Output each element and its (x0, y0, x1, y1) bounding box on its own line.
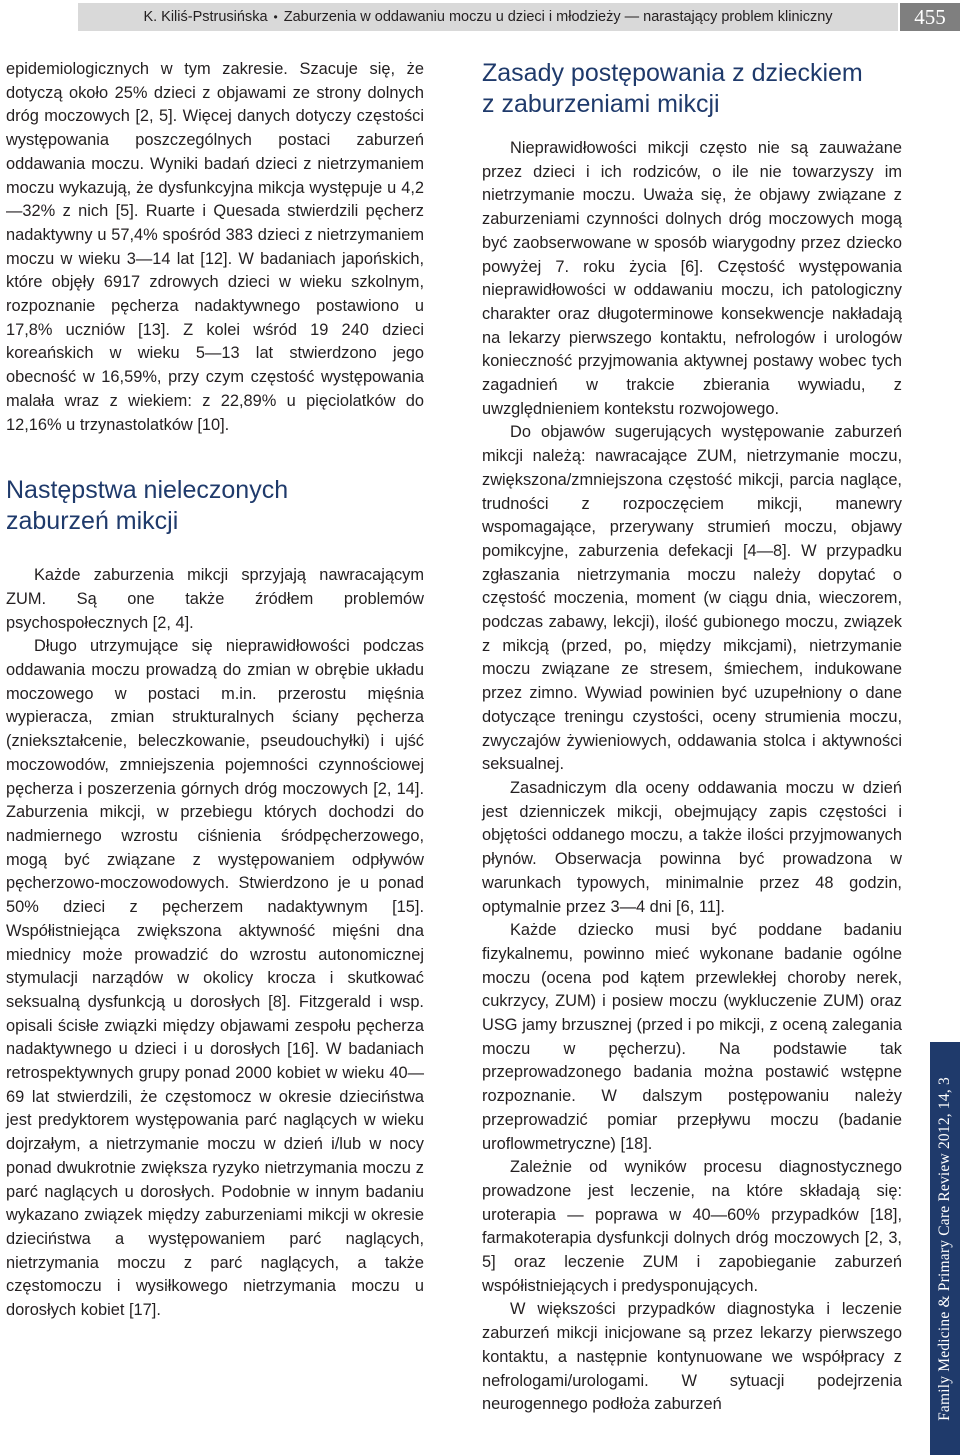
header-article-title: Zaburzenia w oddawaniu moczu u dzieci i młodzieży — narastający problem kliniczny (283, 9, 833, 25)
journal-citation: Family Medicine & Primary Care Review 2012, 14, 3 (936, 1076, 954, 1421)
heading-line-1: Zasady postępowania z dzieckiem (482, 59, 863, 87)
heading-line-2: zaburzeń mikcji (6, 507, 179, 536)
section-heading-management (482, 58, 902, 120)
left-column (6, 58, 424, 1323)
heading-line-1: Następstwa nieleczonych (6, 476, 289, 505)
journal-side-band (930, 1042, 960, 1455)
consequences-paragraph-2: Długo utrzymujące się nieprawidłowości podczas oddawania moczu prowadzą do zmian w obrębie układu moczowego w postaci m.in. przerostu mięśnia wypieracza, zmian strukturalnych ściany pęcherza (zniekształcenie, beleczkowanie, pseudouchyłki) i ujść moczowodów, zmniejszenia pojemności czynnościowej pęcherza i poszerzenia górnych dróg moczowych [2, 14]. Zaburzenia mikcji, w przebiegu których dochodzi do nadmiernego wzrostu ciśnienia śródpęcherzowego, mogą być związane z występowaniem odpływów pęcherzowo-moczowodowych. Stwierdzono je u ponad 50% dzieci z pęcherzem nadaktywnym [15]. Współistniejąca zwiększona aktywność mięśni dna miednicy może prowadzić do wzrostu autonomicznej stymulacji narządów w okolicy krocza i skutkować seksualną dysfunkcją u dorosłych [8]. Fitzgerald i wsp. opisali ścisłe związki między objawami zespołu pęcherza nadaktywnego u dzieci i u dorosłych [16]. W badaniach retrospektywnych grupy ponad 2000 kobiet w wieku 40—69 lat stwierdzili, że częstomocz w okresie dzieciństwa jest predyktorem występowania parć naglących w wieku dojrzałym, a nietrzymanie moczu w dzień i/lub w nocy ponad dwukrotnie zwiększa ryzyko nietrzymania moczu z parć naglących u dorosłych. Podobnie w innym badaniu wykazano związek między zaburzeniami mikcji w okresie dzieciństwa a występowaniem parć naglących, nietrzymania moczu z parć naglących, a także częstomoczu i wysiłkowego nietrzymania moczu u dorosłych kobiet [17]. (6, 637, 424, 1320)
intro-paragraph: epidemiologicznych w tym zakresie. Szacuje się, że dotyczą około 25% dzieci z objawami ze strony dolnych dróg moczowych [2, 5]. Więcej danych dotyczy częstości występowania poszczególnych postaci zaburzeń oddawania moczu. Wyniki badań dzieci z nietrzymaniem moczu wykazują, że dysfunkcyjna mikcja występuje u 4,2—32% z nich [5]. Ruarte i Quesada stwierdzili pęcherz nadaktywny u 57,4% spośród 383 dzieci z nietrzymaniem moczu w wieku 3—14 lat [12]. W badaniach japońskich, które objęły 6917 zdrowych dzieci w wieku szkolnym, rozpoznanie pęcherza nadaktywnego postawiono u 17,8% uczniów [13]. Z kolei wśród 19 240 dzieci koreańskich w wieku 5—13 lat stwierdzono jego obecność w 16,59%, przy czym częstość występowania malała wraz z wiekiem: z 22,89% u pięciolatków do 12,16% u trzynastolatków [10]. (6, 60, 424, 434)
management-paragraph-6: W większości przypadków diagnostyka i leczenie zaburzeń mikcji inicjowane są przez lekarzy pierwszego kontaktu, a następnie kontynuowane we współpracy z nefrologami/urologami. W sytuacji podejrzenia neurogennego podłoża zaburzeń (482, 1300, 902, 1414)
header-authors: K. Kiliś-Pstrusińska (143, 9, 268, 25)
section-heading-consequences (6, 475, 424, 537)
consequences-paragraph-1: Każde zaburzenia mikcji sprzyjają nawracającym ZUM. Są one także źródłem problemów psychospołecznych [2, 4]. (6, 566, 424, 632)
header-bullet: • (273, 10, 278, 24)
running-header (78, 3, 898, 31)
management-paragraph-1: Nieprawidłowości mikcji często nie są zauważane przez dzieci i ich rodziców, o ile nie towarzyszy im nietrzymanie moczu. Uważa się, że objawy związane z zaburzeniami czynności dolnych dróg moczowych mogą być zaobserwowane w sposób wiarygodny przez dziecko powyżej 7. roku życia [6]. Częstość występowania nieprawidłowości w oddawaniu moczu, ich patologiczny charakter oraz długoterminowe konsekwencje nakładają na lekarzy pierwszego kontaktu, nefrologów i urologów konieczność przyjmowania aktywnej postawy wobec tych zagadnień w trakcie zbierania wywiadu, z uwzględnieniem kontekstu rozwojowego. (482, 139, 902, 418)
heading-line-2: z zaburzeniami mikcji (482, 90, 720, 118)
page-number: 455 (900, 3, 960, 31)
management-paragraph-5: Zależnie od wyników procesu diagnostycznego prowadzone jest leczenie, na które składają się: uroterapia — poprawa w 40—60% przypadków [18], farmakoterapia dysfunkcji dolnych dróg moczowych [2, 3, 5] oraz leczenie ZUM i zapobieganie zaburzeń współistniejących i predysponujących. (482, 1158, 902, 1295)
right-column (482, 58, 902, 1417)
management-paragraph-4: Każde dziecko musi być poddane badaniu fizykalnemu, powinno mieć wykonane badanie ogólne moczu (ocena pod kątem przewlekłej choroby nerek, cukrzycy, ZUM) i posiew moczu (wykluczenie ZUM) oraz USG jamy brzusznej (przed i po mikcji, z oceną zalegania moczu w pęcherzu). Na podstawie tak przeprowadzonego badania można postawić wstępne rozpoznanie. W dalszym postępowaniu należy przeprowadzić pomiar przepływu moczu (badanie uroflowmetryczne) [18]. (482, 921, 902, 1153)
management-paragraph-3: Zasadniczym dla oceny oddawania moczu w dzień jest dzienniczek mikcji, obejmujący zapis częstości i objętości oddanego moczu, a także ilości przyjmowanych płynów. Obserwacja powinna być prowadzona w warunkach typowych, minimalnie przez 48 godzin, optymalnie przez 3—4 dni [6, 11]. (482, 778, 902, 916)
management-paragraph-2: Do objawów sugerujących występowanie zaburzeń mikcji należą: nawracające ZUM, nietrzymanie moczu, zwiększona/zmniejszona częstość mikcji, parcia naglące, trudności z rozpoczęciem mikcji, manewry wspomagające, przerywany strumień moczu, objawy pomikcyjne, zaburzenia defekacji [4—8]. W przypadku zgłaszania nietrzymania moczu należy dopytać o częstość moczenia, moment (w ciągu dnia, wieczorem, podczas zabawy, lekcji), ilość gubionego moczu, związek z mikcją (przed, po, między mikcjami), nietrzymanie moczu związane ze stresem, śmiechem, indukowane przez zimno. Wywiad powinien być uzupełniony o dane dotyczące treningu czystości, oceny strumienia moczu, zwyczajów żywieniowych, oddawania stolca i aktywności seksualnej. (482, 423, 902, 774)
